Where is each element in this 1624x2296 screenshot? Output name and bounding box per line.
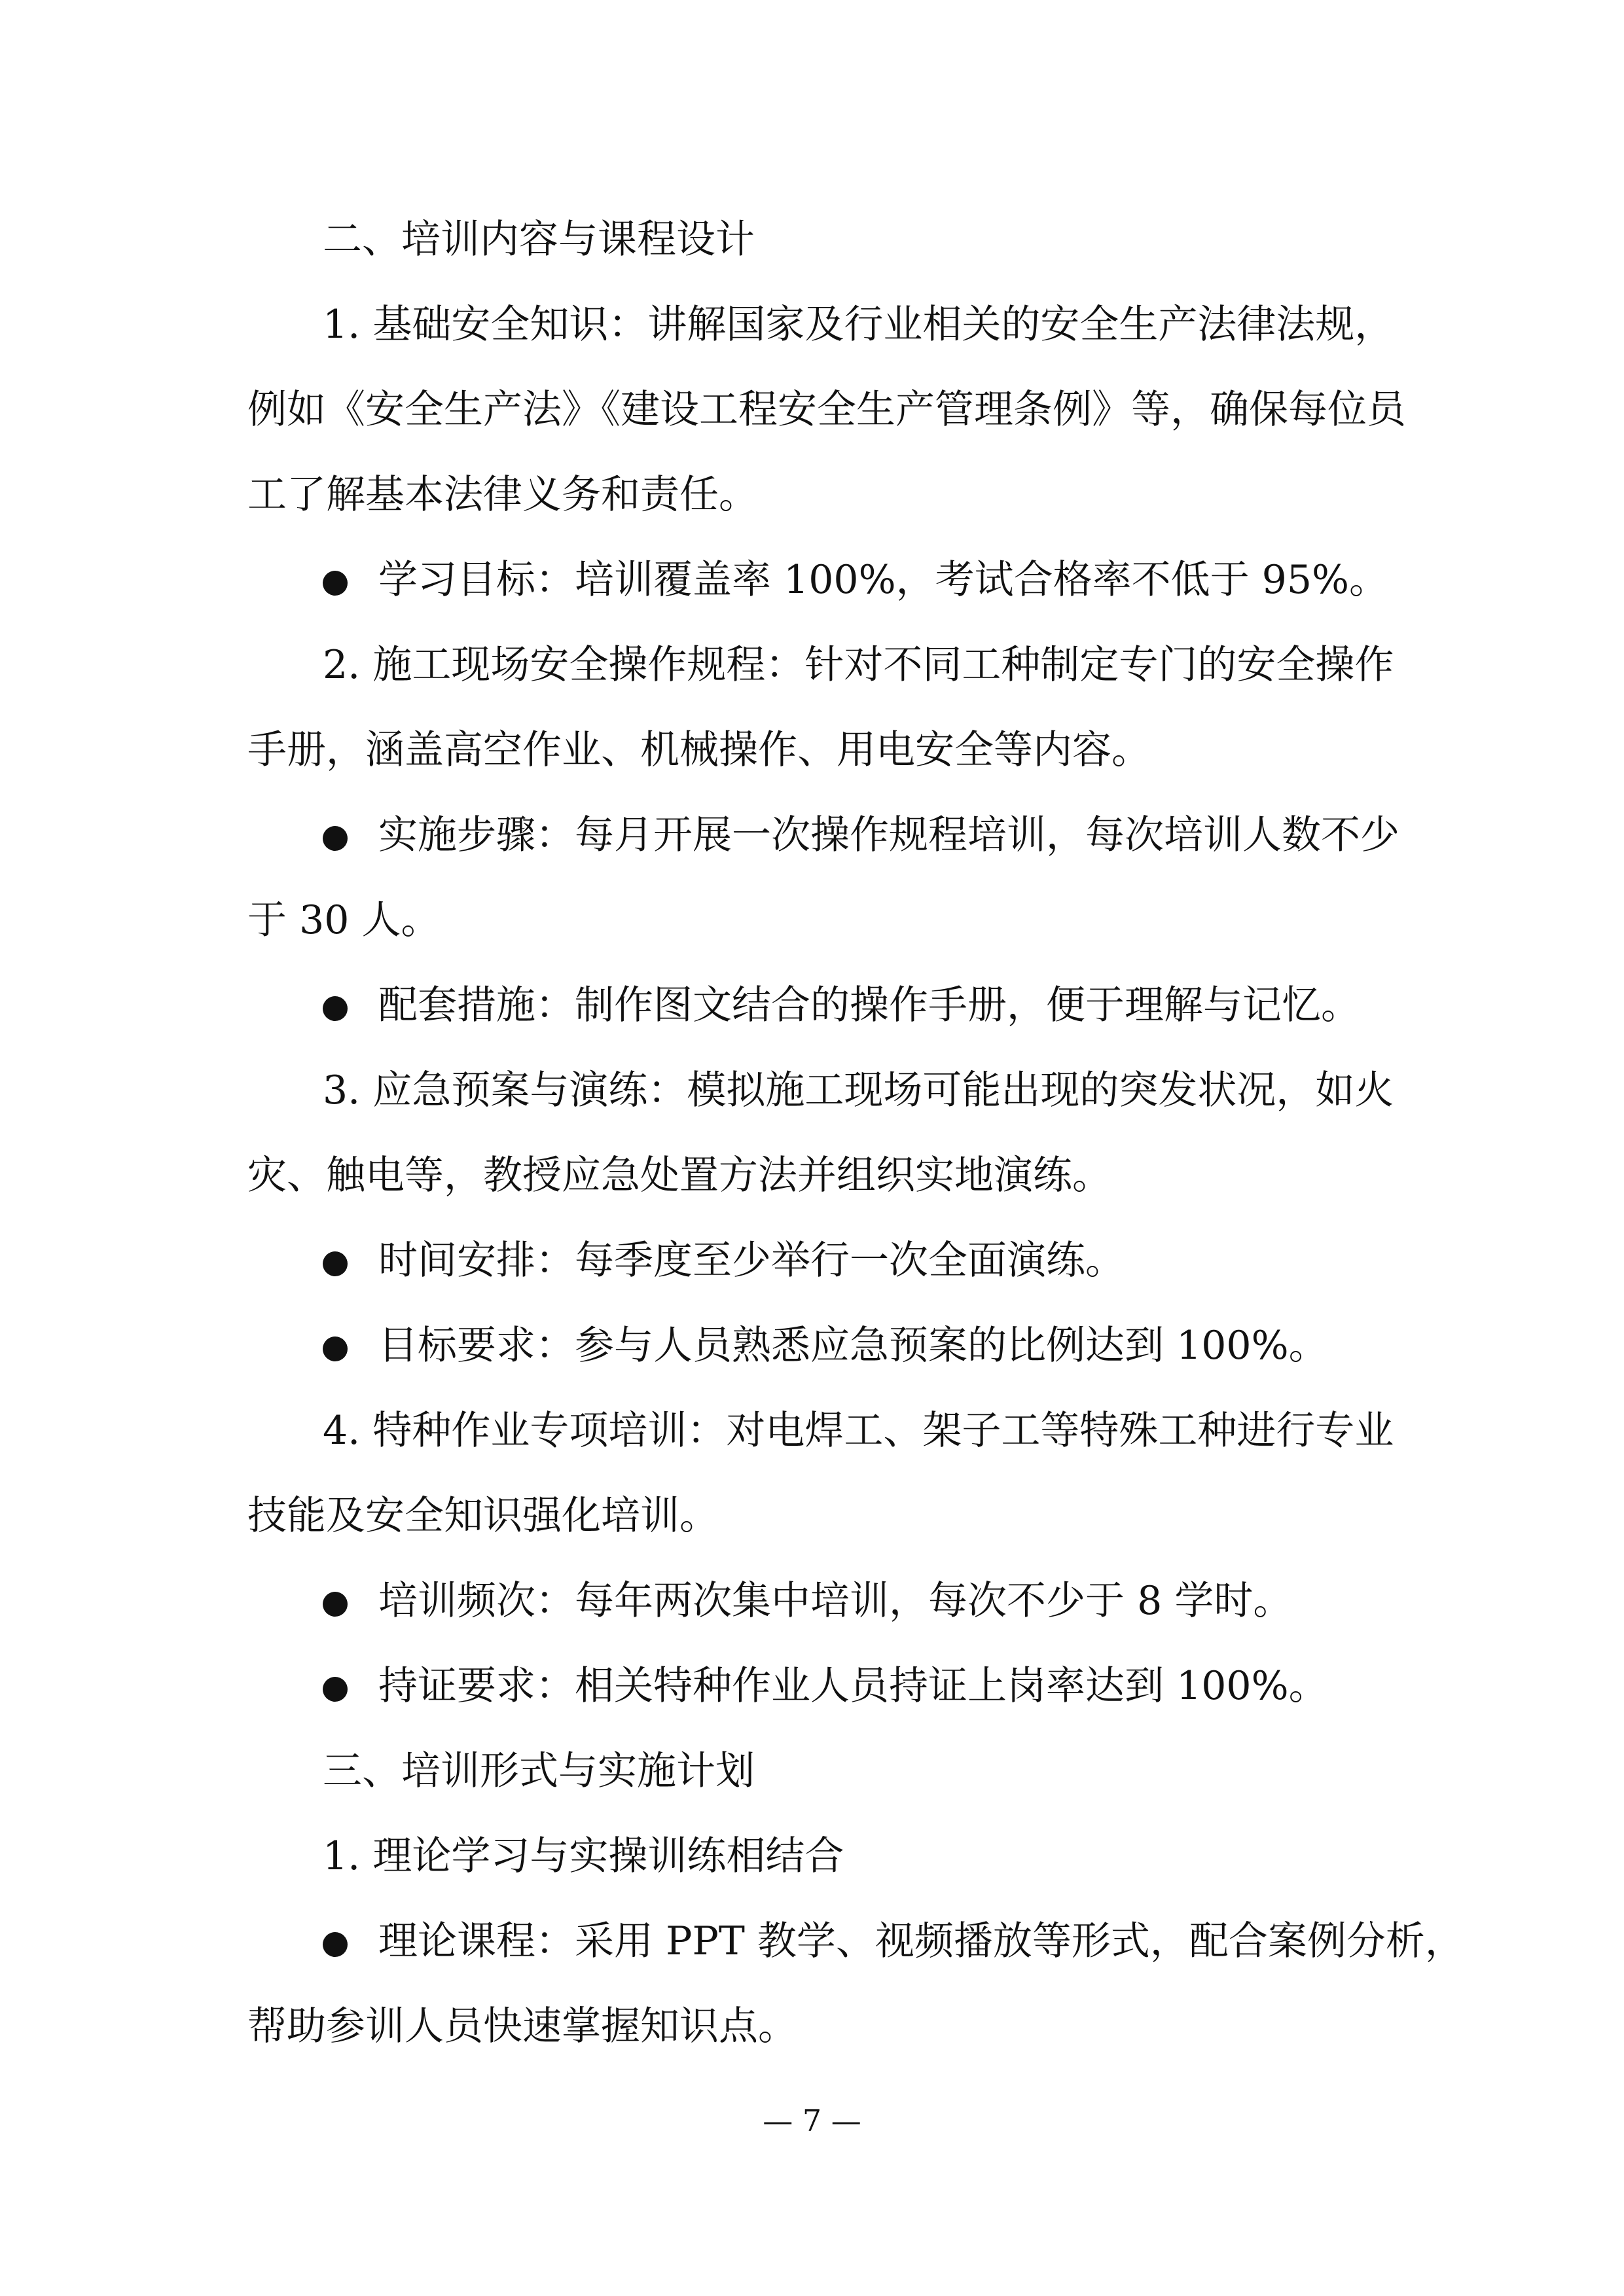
bullet-item [0,1910,1624,1973]
paragraph-line [0,463,1624,526]
line-text: 三、培训形式与实施计划 [323,1748,755,1794]
numbered-item-4 [0,1399,1624,1462]
bullet-icon [323,1592,348,1617]
bullet-icon [323,571,348,596]
bullet-icon [323,996,348,1021]
line-text: 时间安排：每季度至少举行一次全面演练。 [378,1238,1125,1283]
line-text: 技能及安全知识强化培训。 [247,1493,719,1539]
line-text: 帮助参训人员快速掌握知识点。 [247,2003,797,2049]
line-text: 4. 特种作业专项培训：对电焊工、架子工等特殊工种进行专业 [323,1408,1394,1454]
section-heading-form [0,1740,1624,1803]
bullet-item [0,1570,1624,1632]
paragraph-line [0,378,1624,441]
line-text: 实施步骤：每月开展一次操作规程培训，每次培训人数不少 [378,812,1399,858]
paragraph-line [0,889,1624,952]
bullet-item [0,1314,1624,1377]
line-text: 二、培训内容与课程设计 [323,217,755,262]
line-text: 灾、触电等，教授应急处置方法并组织实地演练。 [247,1153,1111,1198]
numbered-item-2 [0,634,1624,696]
paragraph-line [0,1144,1624,1207]
line-text: 1. 理论学习与实操训练相结合 [323,1833,844,1879]
line-text: 2. 施工现场安全操作规程：针对不同工种制定专门的安全操作 [323,642,1394,688]
bullet-icon [323,1251,348,1276]
bullet-icon [323,1677,348,1702]
line-text: 于 30 人。 [247,897,441,943]
numbered-item-1 [0,293,1624,356]
bullet-item [0,1655,1624,1717]
numbered-item-1 [0,1825,1624,1888]
line-text: 理论课程：采用 PPT 教学、视频播放等形式，配合案例分析， [378,1918,1464,1964]
line-text: 培训频次：每年两次集中培训，每次不少于 8 学时。 [378,1578,1293,1624]
line-text: 目标要求：参与人员熟悉应急预案的比例达到 100%。 [378,1323,1328,1369]
bullet-icon [323,826,348,851]
bullet-item [0,1229,1624,1292]
line-text: 1. 基础安全知识：讲解国家及行业相关的安全生产法律法规， [323,302,1394,348]
line-text: 工了解基本法律义务和责任。 [247,472,758,518]
line-text: 持证要求：相关特种作业人员持证上岗率达到 100%。 [378,1663,1328,1709]
bullet-item [0,804,1624,867]
paragraph-line [0,1995,1624,2058]
paragraph-line [0,719,1624,781]
line-text: 例如《安全生产法》《建设工程安全生产管理条例》等，确保每位员 [247,387,1406,433]
bullet-icon [323,1336,348,1361]
bullet-icon [323,1932,348,1957]
bullet-item [0,974,1624,1037]
page-number: — 7 — [763,2103,861,2138]
paragraph-line [0,1484,1624,1547]
line-text: 学习目标：培训覆盖率 100%，考试合格率不低于 95%。 [378,557,1389,603]
numbered-item-3 [0,1059,1624,1122]
line-text: 配套措施：制作图文结合的操作手册，便于理解与记忆。 [378,982,1360,1028]
line-text: 3. 应急预案与演练：模拟施工现场可能出现的突发状况，如火 [323,1067,1394,1113]
line-text: 手册，涵盖高空作业、机械操作、用电安全等内容。 [247,727,1151,773]
section-heading-content [0,208,1624,271]
bullet-item [0,548,1624,611]
